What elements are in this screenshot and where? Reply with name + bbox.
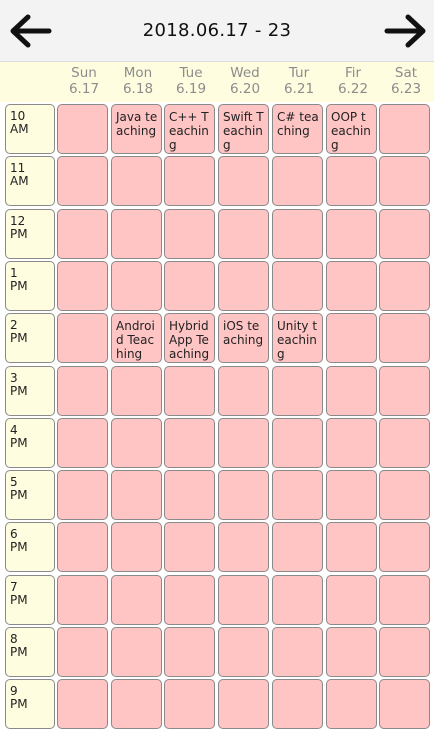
schedule-cell[interactable]: [111, 418, 162, 468]
time-label: [5, 104, 55, 154]
time-period: PM: [10, 540, 28, 554]
time-hour: 6: [10, 527, 18, 541]
schedule-cell[interactable]: HybridApp Teaching: [164, 313, 215, 363]
time-label: [5, 261, 55, 311]
schedule-cell[interactable]: [326, 470, 377, 520]
schedule-grid: [0, 102, 434, 711]
time-hour: 1: [10, 266, 18, 280]
schedule-cell[interactable]: [379, 418, 430, 468]
schedule-cell[interactable]: [218, 575, 269, 625]
schedule-cell[interactable]: [111, 209, 162, 259]
schedule-cell[interactable]: [272, 366, 323, 416]
schedule-cell[interactable]: [379, 522, 430, 572]
schedule-cell[interactable]: C++ Teaching: [164, 104, 215, 154]
schedule-cell[interactable]: [218, 679, 269, 729]
schedule-cell[interactable]: [218, 209, 269, 259]
arrow-left-icon[interactable]: [8, 12, 52, 50]
schedule-cell[interactable]: [379, 366, 430, 416]
day-date: 6.23: [390, 81, 422, 97]
time-period: PM: [10, 593, 28, 607]
schedule-cell[interactable]: [272, 209, 323, 259]
schedule-cell[interactable]: [379, 104, 430, 154]
schedule-cell[interactable]: [111, 522, 162, 572]
schedule-cell[interactable]: [57, 522, 108, 572]
time-label: [5, 209, 55, 259]
schedule-cell[interactable]: [218, 522, 269, 572]
time-period: PM: [10, 488, 28, 502]
schedule-cell[interactable]: OOP teaching: [326, 104, 377, 154]
schedule-cell[interactable]: [272, 627, 323, 677]
schedule-cell[interactable]: [379, 156, 430, 206]
schedule-cell[interactable]: [272, 418, 323, 468]
schedule-cell[interactable]: [326, 313, 377, 363]
schedule-cell[interactable]: [218, 470, 269, 520]
schedule-cell[interactable]: Android Teaching: [111, 313, 162, 363]
day-date: 6.18: [122, 81, 154, 97]
schedule-cell[interactable]: [111, 575, 162, 625]
schedule-cell[interactable]: [379, 261, 430, 311]
schedule-cell[interactable]: Unity teaching: [272, 313, 323, 363]
time-hour: 8: [10, 632, 18, 646]
schedule-cell[interactable]: [57, 104, 108, 154]
schedule-cell[interactable]: [111, 366, 162, 416]
time-label: [5, 575, 55, 625]
schedule-cell[interactable]: iOS teaching: [218, 313, 269, 363]
day-date: 6.17: [68, 81, 100, 97]
schedule-cell[interactable]: [218, 418, 269, 468]
time-period: PM: [10, 436, 28, 450]
schedule-cell[interactable]: [57, 627, 108, 677]
schedule-cell[interactable]: [379, 679, 430, 729]
schedule-cell[interactable]: [111, 261, 162, 311]
day-column-header: [272, 65, 326, 97]
day-name: Tur: [288, 65, 310, 81]
day-column-header: [218, 65, 272, 97]
day-column-header: [379, 65, 433, 97]
schedule-cell[interactable]: [326, 522, 377, 572]
schedule-cell[interactable]: [57, 261, 108, 311]
schedule-cell[interactable]: [218, 627, 269, 677]
time-label: [5, 418, 55, 468]
schedule-cell[interactable]: [326, 209, 377, 259]
top-bar: [0, 0, 434, 62]
schedule-cell[interactable]: [326, 575, 377, 625]
time-hour: 11: [10, 161, 26, 175]
schedule-cell[interactable]: [272, 470, 323, 520]
schedule-cell[interactable]: [218, 261, 269, 311]
day-name: Tue: [179, 65, 203, 81]
time-hour: 2: [10, 318, 18, 332]
schedule-cell[interactable]: [164, 627, 215, 677]
schedule-cell[interactable]: [164, 575, 215, 625]
arrow-right-icon[interactable]: [384, 12, 428, 50]
schedule-cell[interactable]: [111, 627, 162, 677]
schedule-cell[interactable]: [57, 313, 108, 363]
time-hour: 9: [10, 684, 18, 698]
schedule-cell[interactable]: [326, 679, 377, 729]
time-hour: 5: [10, 475, 18, 489]
schedule-cell[interactable]: [379, 575, 430, 625]
schedule-cell[interactable]: [57, 156, 108, 206]
day-column-header: [57, 65, 111, 97]
schedule-cell[interactable]: [272, 156, 323, 206]
day-name: Sun: [71, 65, 97, 81]
time-hour: 10: [10, 109, 26, 123]
time-label: [5, 313, 55, 363]
schedule-cell[interactable]: [111, 156, 162, 206]
schedule-cell[interactable]: [218, 156, 269, 206]
time-period: AM: [10, 174, 29, 188]
schedule-cell[interactable]: [272, 575, 323, 625]
day-column-header: [164, 65, 218, 97]
schedule-cell[interactable]: [379, 627, 430, 677]
time-period: PM: [10, 331, 28, 345]
schedule-cell[interactable]: [57, 575, 108, 625]
schedule-cell[interactable]: [379, 313, 430, 363]
time-hour: 4: [10, 423, 18, 437]
schedule-cell[interactable]: [164, 156, 215, 206]
schedule-cell[interactable]: Swift Teaching: [218, 104, 269, 154]
time-label: [5, 679, 55, 729]
schedule-cell[interactable]: [164, 209, 215, 259]
schedule-cell[interactable]: [111, 679, 162, 729]
schedule-cell[interactable]: C# teaching: [272, 104, 323, 154]
schedule-cell[interactable]: [272, 522, 323, 572]
schedule-cell[interactable]: [326, 156, 377, 206]
time-label: [5, 156, 55, 206]
schedule-cell[interactable]: [272, 261, 323, 311]
time-label: [5, 366, 55, 416]
schedule-cell[interactable]: [57, 366, 108, 416]
schedule-cell[interactable]: [326, 366, 377, 416]
day-column-header: [111, 65, 165, 97]
day-name: Mon: [123, 65, 153, 81]
time-period: PM: [10, 279, 28, 293]
schedule-cell[interactable]: Java teaching: [111, 104, 162, 154]
time-label: [5, 470, 55, 520]
time-hour: 3: [10, 371, 18, 385]
schedule-cell[interactable]: [164, 366, 215, 416]
schedule-cell[interactable]: [164, 522, 215, 572]
day-date: 6.21: [283, 81, 315, 97]
time-label: [5, 627, 55, 677]
time-period: PM: [10, 645, 28, 659]
day-column-header: [326, 65, 380, 97]
day-date: 6.20: [229, 81, 261, 97]
schedule-cell[interactable]: [379, 470, 430, 520]
schedule-cell[interactable]: [164, 418, 215, 468]
schedule-cell[interactable]: [164, 679, 215, 729]
schedule-cell[interactable]: [326, 627, 377, 677]
day-name: Wed: [230, 65, 260, 81]
time-hour: 7: [10, 580, 18, 594]
schedule-cell[interactable]: [218, 366, 269, 416]
day-header: [0, 62, 434, 102]
time-period: AM: [10, 122, 29, 136]
day-date: 6.22: [337, 81, 369, 97]
schedule-cell[interactable]: [111, 470, 162, 520]
time-label: [5, 522, 55, 572]
schedule-cell[interactable]: [57, 209, 108, 259]
schedule-cell[interactable]: [57, 470, 108, 520]
day-name: Fir: [344, 65, 362, 81]
schedule-cell[interactable]: [272, 679, 323, 729]
schedule-cell[interactable]: [164, 261, 215, 311]
schedule-cell[interactable]: [164, 470, 215, 520]
time-period: PM: [10, 697, 28, 711]
time-period: PM: [10, 227, 28, 241]
schedule-cell[interactable]: [57, 679, 108, 729]
schedule-cell[interactable]: [57, 418, 108, 468]
schedule-cell[interactable]: [379, 209, 430, 259]
time-period: PM: [10, 384, 28, 398]
schedule-cell[interactable]: [326, 418, 377, 468]
day-date: 6.19: [175, 81, 207, 97]
page-title: 2018.06.17 - 23: [142, 20, 292, 41]
day-name: Sat: [394, 65, 418, 81]
time-hour: 12: [10, 214, 26, 228]
schedule-cell[interactable]: [326, 261, 377, 311]
